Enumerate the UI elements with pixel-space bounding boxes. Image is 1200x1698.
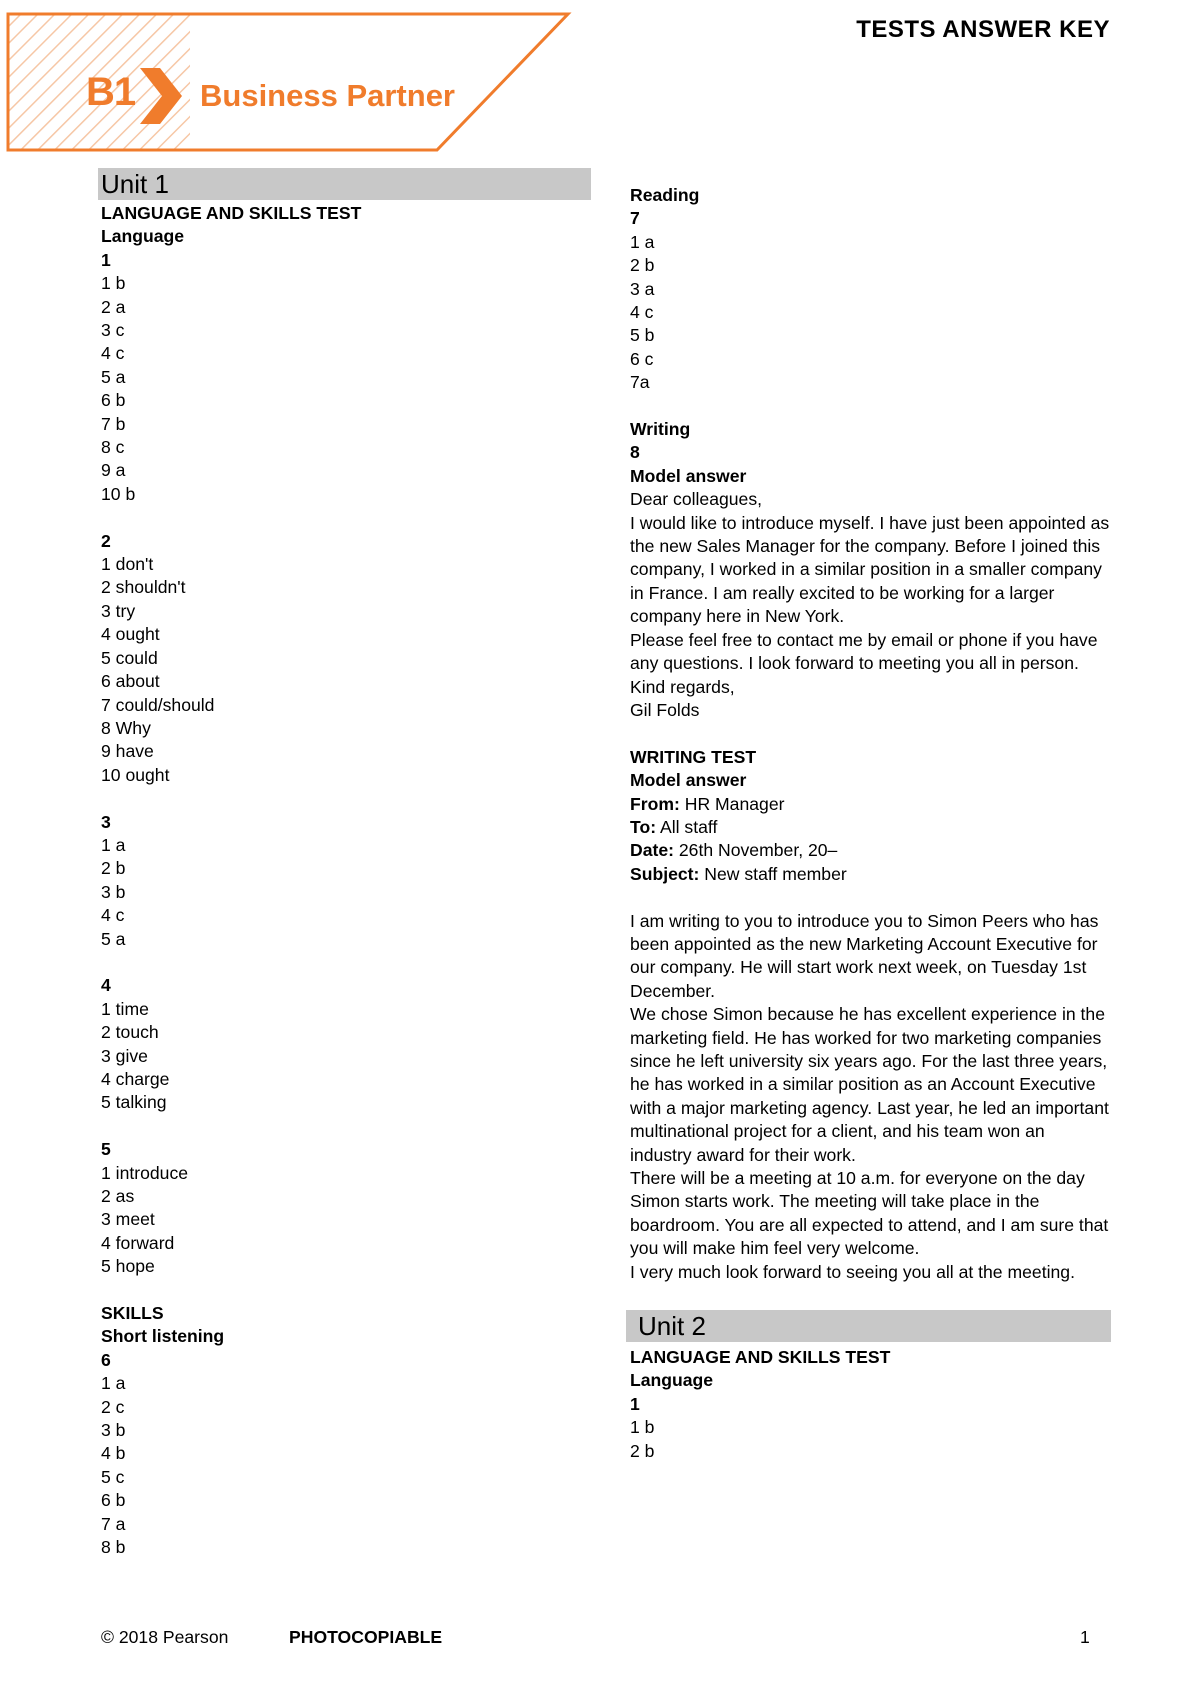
- exercise-number: 5: [101, 1139, 111, 1160]
- memo-subject-value: New staff member: [699, 863, 847, 884]
- answer-item: 1 b: [630, 1417, 655, 1438]
- answer-item: 5 c: [101, 1466, 125, 1487]
- answer-item: 1 introduce: [101, 1162, 189, 1183]
- exercise-number: 1: [630, 1393, 640, 1414]
- answer-item: 8 c: [101, 437, 125, 458]
- answer-item: 5 a: [101, 928, 126, 949]
- answer-item: 2 c: [101, 1396, 125, 1417]
- spacer: [101, 951, 591, 974]
- language-label: Language: [101, 226, 185, 247]
- answer-item: 4 c: [630, 302, 654, 323]
- spacer: [101, 1115, 591, 1138]
- right-column: [630, 184, 1120, 1463]
- model-answer-label: Model answer: [630, 770, 747, 791]
- answer-item: 2 shouldn't: [101, 577, 186, 598]
- answer-item: 7 a: [101, 1513, 126, 1534]
- answer-item: 5 talking: [101, 1092, 167, 1113]
- exercise-number: 7: [630, 208, 640, 229]
- answer-item: 6 b: [101, 1490, 126, 1511]
- answer-item: 3 b: [101, 1420, 126, 1441]
- answer-item: 2 b: [101, 858, 126, 879]
- exercise-number: 6: [101, 1349, 111, 1370]
- writing-label: Writing: [630, 419, 691, 440]
- memo-paragraph: There will be a meeting at 10 a.m. for everyone on the day Simon starts work. The meeting will take place in the boardroom. You are all expected to attend, and I am sure that you will make him feel very welcome.: [630, 1168, 1109, 1259]
- language-label: Language: [630, 1370, 714, 1391]
- memo-paragraph: I am writing to you to introduce you to Simon Peers who has been appointed as the new Marketing Account Executive for our company. He will start work next week, on Tuesday 1st December.: [630, 910, 1099, 1001]
- answer-item: 3 a: [630, 278, 655, 299]
- answer-item: 2 b: [630, 1440, 655, 1461]
- memo-date: [630, 839, 1120, 862]
- memo-subject-label: Subject:: [630, 863, 700, 884]
- memo-paragraph: I very much look forward to seeing you all at the meeting.: [630, 1261, 1075, 1282]
- memo-to-value: All staff: [656, 816, 718, 837]
- answer-item: 3 b: [101, 881, 126, 902]
- memo-from: [630, 793, 1120, 816]
- answer-item: 3 meet: [101, 1209, 155, 1230]
- left-column: [101, 168, 591, 1559]
- answer-item: 4 charge: [101, 1068, 170, 1089]
- answer-item: 5 hope: [101, 1256, 155, 1277]
- memo-to-label: To:: [630, 816, 657, 837]
- exercise-number: 4: [101, 975, 111, 996]
- exercise-number: 1: [101, 249, 111, 270]
- spacer: [630, 886, 1120, 909]
- answer-item: 3 c: [101, 320, 125, 341]
- writing-test-label: WRITING TEST: [630, 746, 757, 767]
- exercise-number: 8: [630, 442, 640, 463]
- answer-item: 10 b: [101, 483, 136, 504]
- memo-subject: [630, 863, 1120, 886]
- answer-item: 4 c: [101, 905, 125, 926]
- exercise-number: 2: [101, 530, 111, 551]
- unit-title: Unit 2: [638, 1311, 706, 1342]
- unit-title: Unit 1: [101, 169, 169, 199]
- answer-item: 9 a: [101, 460, 126, 481]
- answer-item: 1 time: [101, 998, 149, 1019]
- unit-heading: [626, 1310, 1111, 1342]
- letter-signature: Gil Folds: [630, 699, 700, 720]
- answer-item: 4 forward: [101, 1232, 175, 1253]
- memo-from-label: From:: [630, 793, 680, 814]
- letter-paragraph: Please feel free to contact me by email or phone if you have any questions. I look forward to meeting you all in person.: [630, 629, 1098, 674]
- exercise-number: 3: [101, 811, 111, 832]
- footer-photocopiable: PHOTOCOPIABLE: [289, 1627, 443, 1647]
- answer-item: 4 b: [101, 1443, 126, 1464]
- section-title: LANGUAGE AND SKILLS TEST: [101, 203, 362, 223]
- memo-date-value: 26th November, 20–: [674, 840, 838, 861]
- logo-name: Business Partner: [200, 78, 455, 113]
- answer-item: 9 have: [101, 741, 154, 762]
- answer-item: 1 don't: [101, 554, 154, 575]
- answer-item: 2 as: [101, 1186, 135, 1206]
- short-listening-label: Short listening: [101, 1326, 225, 1347]
- answer-item: 6 b: [101, 390, 126, 411]
- answer-item: 4 ought: [101, 624, 160, 645]
- answer-item: 6 about: [101, 671, 160, 692]
- memo-date-label: Date:: [630, 840, 674, 861]
- answer-item: 5 could: [101, 647, 158, 668]
- answer-item: 3 try: [101, 600, 136, 621]
- answer-item: 1 a: [101, 834, 126, 855]
- answer-item: 3 give: [101, 1045, 148, 1066]
- document-title: TESTS ANSWER KEY: [856, 16, 1110, 43]
- answer-item: 7a: [630, 372, 650, 393]
- section-title: LANGUAGE AND SKILLS TEST: [630, 1347, 891, 1368]
- answer-item: 8 Why: [101, 717, 151, 738]
- model-answer-label: Model answer: [630, 465, 747, 486]
- skills-label: SKILLS: [101, 1303, 164, 1324]
- spacer: [101, 506, 591, 529]
- spacer: [101, 1279, 591, 1302]
- answer-item: 7 b: [101, 413, 126, 434]
- answer-item: 1 a: [630, 231, 655, 252]
- footer-copyright: © 2018 Pearson: [101, 1627, 229, 1647]
- memo-from-value: HR Manager: [679, 793, 785, 814]
- answer-item: 4 c: [101, 343, 125, 364]
- footer-page-number: 1: [1080, 1627, 1090, 1647]
- memo-to: [630, 816, 1120, 839]
- unit-heading: [98, 168, 591, 200]
- answer-item: 2 touch: [101, 1022, 159, 1043]
- letter-closing: Kind regards,: [630, 676, 735, 697]
- spacer: [630, 722, 1120, 745]
- answer-item: 6 c: [630, 348, 654, 369]
- letter-paragraph: I would like to introduce myself. I have just been appointed as the new Sales Manager for the company. Before I joined this company, I worked in a similar position in a smaller company in France. I am really excited to be working for a larger company here in New York.: [630, 512, 1110, 627]
- spacer: [630, 395, 1120, 418]
- answer-item: 7 could/should: [101, 694, 215, 715]
- letter-greeting: Dear colleagues,: [630, 489, 763, 510]
- answer-item: 1 a: [101, 1373, 126, 1394]
- answer-item: 5 b: [630, 325, 655, 346]
- spacer: [630, 1284, 1120, 1310]
- memo-paragraph: We chose Simon because he has excellent experience in the marketing field. He has worked for two marketing companies since he left university six years ago. For the last three years, he has worked in a similar position as an Account Executive with a major marketing agency. Last year, he led an important multinational project for a client, and his team won an industry award for their work.: [630, 1004, 1109, 1165]
- answer-item: 2 b: [630, 255, 655, 276]
- answer-item: 10 ought: [101, 764, 170, 785]
- answer-item: 5 a: [101, 366, 126, 387]
- reading-label: Reading: [630, 185, 700, 205]
- logo-level: B1: [86, 70, 136, 114]
- answer-item: 1 b: [101, 273, 126, 294]
- answer-item: 2 a: [101, 296, 126, 317]
- answer-item: 8 b: [101, 1537, 126, 1558]
- spacer: [101, 787, 591, 810]
